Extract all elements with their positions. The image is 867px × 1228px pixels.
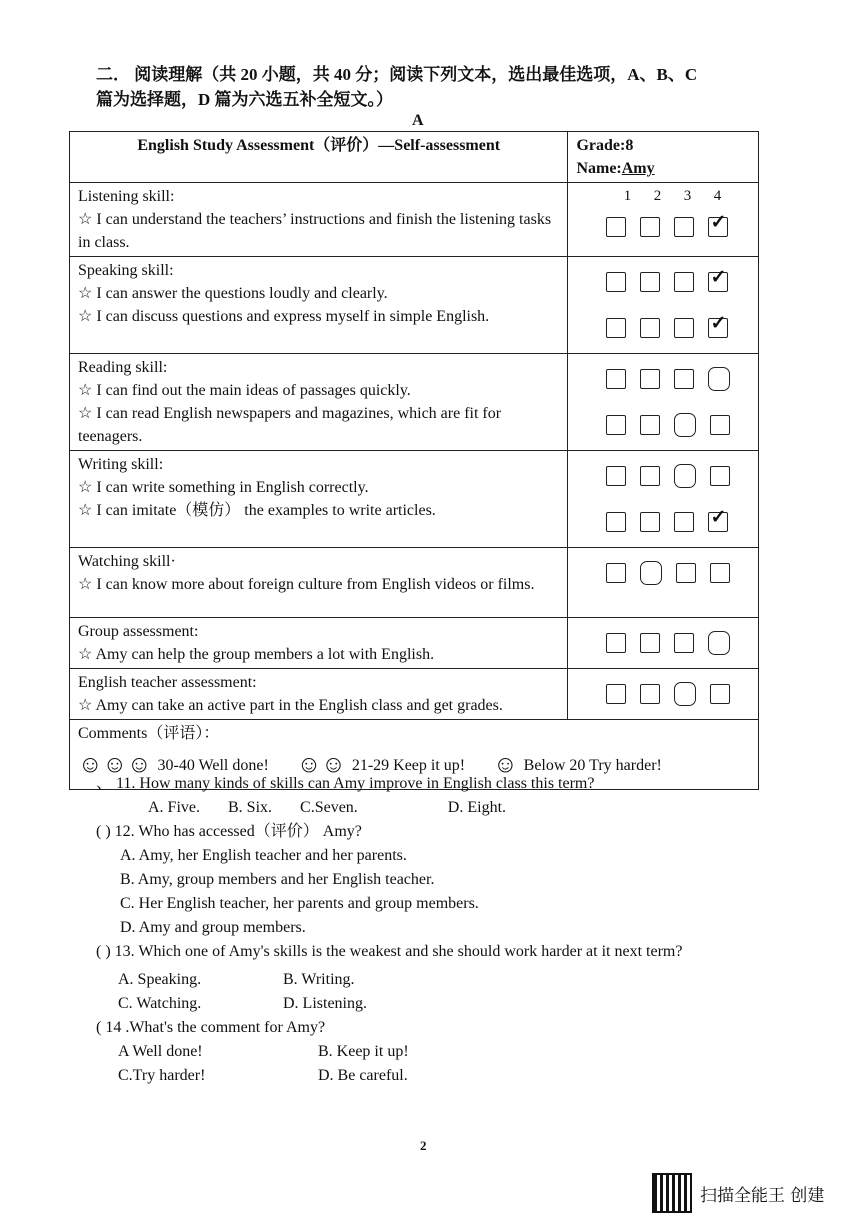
checkbox[interactable] (606, 369, 626, 389)
checkbox[interactable] (606, 318, 626, 338)
checkbox-circled[interactable] (708, 631, 730, 655)
checkbox[interactable] (710, 684, 730, 704)
question-14: ( 14 .What's the comment for Amy? (96, 1019, 326, 1036)
questions-block (96, 772, 776, 1088)
checkbox[interactable] (640, 272, 660, 292)
option: D. Eight. (447, 799, 507, 816)
rating-row (576, 620, 750, 666)
option: D. Be careful. (318, 1067, 408, 1084)
q11-options (96, 796, 776, 820)
section-header: Listening skill: (78, 188, 175, 205)
checkbox[interactable] (640, 415, 660, 435)
checkbox[interactable] (606, 563, 626, 583)
question-11: 、 11. How many kinds of skills can Amy improve in English class this term? (96, 775, 595, 792)
checkbox-circled[interactable] (674, 682, 696, 706)
table-title: English Study Assessment（评价）—Self-assessment (70, 132, 568, 183)
rating-cell (568, 354, 759, 451)
scale-3: 3 (683, 188, 692, 204)
rating-row (576, 671, 750, 717)
checkbox[interactable] (674, 512, 694, 532)
section-header: Watching skill· (78, 553, 176, 570)
checkbox[interactable] (640, 512, 660, 532)
option: C. Her English teacher, her parents and group members. (120, 895, 479, 912)
checkbox-checked[interactable] (708, 267, 728, 292)
comment-range: 30-40 Well done! (157, 756, 269, 774)
checkbox[interactable] (710, 563, 730, 583)
option: D. Amy and group members. (120, 919, 306, 936)
qr-code-icon (652, 1173, 692, 1213)
q13-options (96, 968, 776, 1016)
checkbox[interactable] (640, 369, 660, 389)
option: B. Amy, group members and her English teacher. (120, 871, 435, 888)
statement: ☆ Amy can take an active part in the English class and get grades. (78, 697, 503, 714)
option: D. Listening. (283, 995, 367, 1012)
checkbox-checked[interactable] (708, 212, 728, 237)
checkbox[interactable] (674, 369, 694, 389)
page-number: 2 (420, 1138, 427, 1153)
reading-skill-cell (70, 354, 568, 451)
checkbox[interactable] (606, 512, 626, 532)
heading-line-1: 二． 阅读理解（共 20 小题，共 40 分；阅读下列文本，选出最佳选项，A、B、C (96, 65, 698, 84)
option: B. Writing. (283, 971, 355, 988)
checkbox-checked[interactable] (708, 507, 728, 532)
grade-label: Grade:8 (576, 137, 634, 154)
checkbox[interactable] (674, 217, 694, 237)
scale-2: 2 (653, 188, 662, 204)
checkbox[interactable] (640, 466, 660, 486)
rating-cell (568, 451, 759, 548)
checkbox[interactable] (710, 415, 730, 435)
scanner-text: 扫描全能王 创建 (700, 1185, 825, 1206)
check-icon: ✓ (710, 313, 727, 334)
section-header: Group assessment: (78, 623, 199, 640)
option: B. Six. (228, 799, 273, 816)
checkbox[interactable] (640, 318, 660, 338)
checkbox[interactable] (674, 272, 694, 292)
statement: ☆ Amy can help the group members a lot with English. (78, 646, 435, 663)
checkbox[interactable] (640, 633, 660, 653)
q14-options (96, 1040, 776, 1088)
scanner-watermark (652, 1173, 824, 1213)
grade-name-cell (568, 132, 759, 183)
rating-cell (568, 618, 759, 669)
comment-range: Below 20 Try harder! (523, 756, 662, 774)
option: C. Watching. (118, 995, 202, 1012)
rating-row (576, 259, 750, 305)
rating-cell (568, 548, 759, 618)
speaking-skill-cell (70, 257, 568, 354)
option: B. Keep it up! (318, 1043, 409, 1060)
checkbox-circled[interactable] (674, 413, 696, 437)
checkbox[interactable] (606, 633, 626, 653)
checkbox[interactable] (606, 684, 626, 704)
statement: ☆ I can understand the teachers’ instructions and finish the listening tasks in class. (78, 211, 552, 251)
check-icon: ✓ (710, 267, 727, 288)
statement: ☆ I can read English newspapers and magazines, which are fit for teenagers. (78, 405, 502, 445)
checkbox[interactable] (710, 466, 730, 486)
check-icon: ✓ (710, 507, 727, 528)
checkbox-circled[interactable] (708, 367, 730, 391)
rating-row (576, 207, 750, 247)
check-icon: ✓ (710, 212, 727, 233)
comment-range: 21-29 Keep it up! (351, 756, 466, 774)
statement: ☆ I can discuss questions and express myself in simple English. (78, 308, 490, 325)
checkbox-checked[interactable] (708, 313, 728, 338)
rating-row (576, 305, 750, 351)
statement: ☆ I can know more about foreign culture from English videos or films. (78, 576, 535, 593)
statement: ☆ I can write something in English correctly. (78, 479, 369, 496)
checkbox-circled[interactable] (640, 561, 662, 585)
rating-row (576, 550, 750, 596)
writing-skill-cell (70, 451, 568, 548)
option: A Well done! (118, 1043, 203, 1060)
name-label: Name: (576, 160, 622, 177)
checkbox[interactable] (606, 415, 626, 435)
option: C.Try harder! (118, 1067, 206, 1084)
checkbox[interactable] (676, 563, 696, 583)
statement: ☆ I can find out the main ideas of passages quickly. (78, 382, 411, 399)
section-heading (96, 62, 756, 112)
rating-row (576, 402, 750, 448)
scale-1: 1 (623, 188, 632, 204)
rating-row (576, 453, 750, 499)
checkbox[interactable] (674, 318, 694, 338)
section-header: Writing skill: (78, 456, 164, 473)
q12-options (96, 844, 776, 940)
question-12: ( ) 12. Who has accessed（评价） Amy? (96, 823, 362, 840)
checkbox[interactable] (640, 217, 660, 237)
rating-cell (568, 183, 759, 257)
checkbox-circled[interactable] (674, 464, 696, 488)
scale-4: 4 (713, 188, 722, 204)
smiley-icon: ☺☺ (296, 752, 346, 778)
section-header: Reading skill: (78, 359, 168, 376)
checkbox[interactable] (674, 633, 694, 653)
option: A. Five. (148, 799, 200, 816)
question-13: ( ) 13. Which one of Amy's skills is the weakest and she should work harder at it next term? (96, 943, 683, 960)
assessment-table (69, 131, 759, 790)
checkbox[interactable] (640, 684, 660, 704)
rating-row (576, 356, 750, 402)
group-assessment-cell (70, 618, 568, 669)
option: A. Amy, her English teacher and her parents. (120, 847, 407, 864)
comments-label: Comments（评语）： (78, 725, 220, 742)
section-header: English teacher assessment: (78, 674, 257, 691)
option: C.Seven. (300, 799, 358, 816)
heading-line-2: 篇为选择题，D 篇为六选五补全短文。） (96, 90, 394, 109)
listening-skill-cell (70, 183, 568, 257)
statement: ☆ I can imitate（模仿） the examples to write articles. (78, 502, 436, 519)
smiley-icon: ☺ (493, 752, 518, 778)
student-name: Amy (621, 160, 655, 177)
checkbox[interactable] (606, 272, 626, 292)
passage-label: A (412, 112, 424, 129)
rating-cell (568, 257, 759, 354)
checkbox[interactable] (606, 217, 626, 237)
checkbox[interactable] (606, 466, 626, 486)
teacher-assessment-cell (70, 669, 568, 720)
rating-row (576, 499, 750, 545)
rating-scale (576, 185, 750, 207)
watching-skill-cell (70, 548, 568, 618)
section-header: Speaking skill: (78, 262, 174, 279)
rating-cell (568, 669, 759, 720)
statement: ☆ I can answer the questions loudly and clearly. (78, 285, 388, 302)
option: A. Speaking. (118, 971, 202, 988)
smiley-icon: ☺☺☺ (78, 752, 152, 778)
